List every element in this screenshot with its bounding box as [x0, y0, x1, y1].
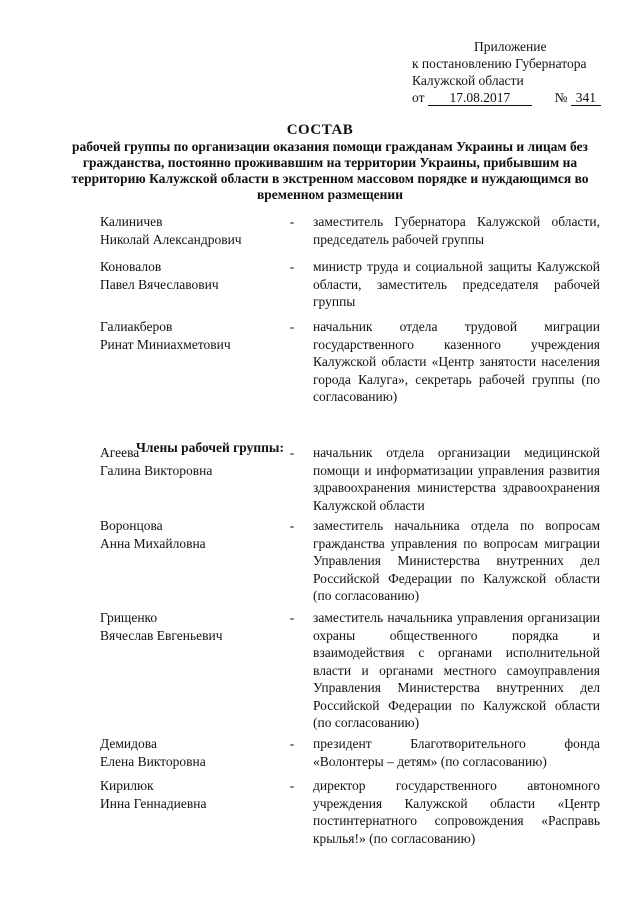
- role-text: заместитель Губернатора Калужской области, председатель рабочей группы: [313, 214, 600, 247]
- person-name: [100, 318, 280, 353]
- person-name: [100, 213, 280, 248]
- person-name: [100, 735, 280, 770]
- decree-number: 341: [571, 91, 601, 106]
- given-name: Павел Вячеславович: [100, 276, 219, 292]
- separator-dash: -: [289, 736, 295, 751]
- decree-date: 17.08.2017: [428, 91, 532, 106]
- given-name: Ринат Миниахметович: [100, 336, 231, 352]
- separator-dash: -: [289, 445, 295, 460]
- surname: Грищенко: [100, 610, 158, 625]
- surname: Коновалов: [100, 259, 162, 274]
- separator-dash: -: [289, 319, 295, 334]
- given-name: Николай Александрович: [100, 231, 242, 247]
- given-name: Анна Михайловна: [100, 535, 206, 551]
- surname: Агеева: [100, 445, 140, 460]
- role-text: начальник отдела трудовой миграции государственного казенного учреждения Калужской области «Центр занятости населения города Калуга», секретарь рабочей группы (по согласованию): [313, 319, 600, 404]
- separator-dash: -: [289, 778, 295, 793]
- person-name: [100, 777, 280, 812]
- date-label: от: [412, 90, 425, 105]
- separator-dash: -: [289, 259, 295, 274]
- role-text: директор государственного автономного учреждения Калужской области «Центр постинтернатного сопровождения «Расправь крылья!» (по согласованию): [313, 778, 600, 846]
- role-text: заместитель начальника отдела по вопросам гражданства управления по вопросам миграции Управления Министерства внутренних дел Российской Федерации по Калужской области (по согласованию): [313, 518, 600, 603]
- given-name: Вячеслав Евгеньевич: [100, 627, 223, 643]
- separator-dash: -: [289, 610, 295, 625]
- person-name: [100, 609, 280, 644]
- appendix-decree: к постановлению Губернатора: [412, 56, 587, 71]
- role-text: заместитель начальника управления организации охраны общественного порядка и взаимодействия с органами исполнительной власти и органами местного самоуправления Управления Министерства внутренних дел Российской Федерации по Калужской области (по согласованию): [313, 610, 600, 730]
- role-text: президент Благотворительного фонда «Волонтеры – детям» (по согласованию): [313, 736, 600, 769]
- person-name: [100, 444, 280, 479]
- number-label: №: [554, 90, 568, 105]
- surname: Калиничев: [100, 214, 163, 229]
- appendix-block: [412, 38, 601, 106]
- person-name: [100, 517, 280, 552]
- document-subtitle: рабочей группы по организации оказания помощи гражданам Украины и лицам без гражданства, постоянно проживавшим на территории Украины, прибывшим на территорию Калужской области в экстренном массовом порядке и нуждающимся во временном размещении: [71, 139, 589, 202]
- document-title: СОСТАВ: [286, 122, 354, 138]
- given-name: Елена Викторовна: [100, 753, 206, 769]
- separator-dash: -: [289, 518, 295, 533]
- person-name: [100, 258, 280, 293]
- members-heading: Члены рабочей группы:: [136, 440, 284, 455]
- appendix-region: Калужской области: [412, 73, 524, 88]
- surname: Воронцова: [100, 518, 163, 533]
- surname: Демидова: [100, 736, 157, 751]
- given-name: Галина Викторовна: [100, 462, 213, 478]
- appendix-title: Приложение: [474, 39, 547, 54]
- surname: Кирилюк: [100, 778, 154, 793]
- appendix-date-row: [412, 89, 601, 106]
- role-text: начальник отдела организации медицинской помощи и информатизации управления развития здравоохранения министерства здравоохранения Калужской области: [313, 445, 600, 513]
- role-text: министр труда и социальной защиты Калужской области, заместитель председателя рабочей группы: [313, 259, 600, 309]
- given-name: Инна Геннадиевна: [100, 795, 207, 811]
- surname: Галиакберов: [100, 319, 173, 334]
- separator-dash: -: [289, 214, 295, 229]
